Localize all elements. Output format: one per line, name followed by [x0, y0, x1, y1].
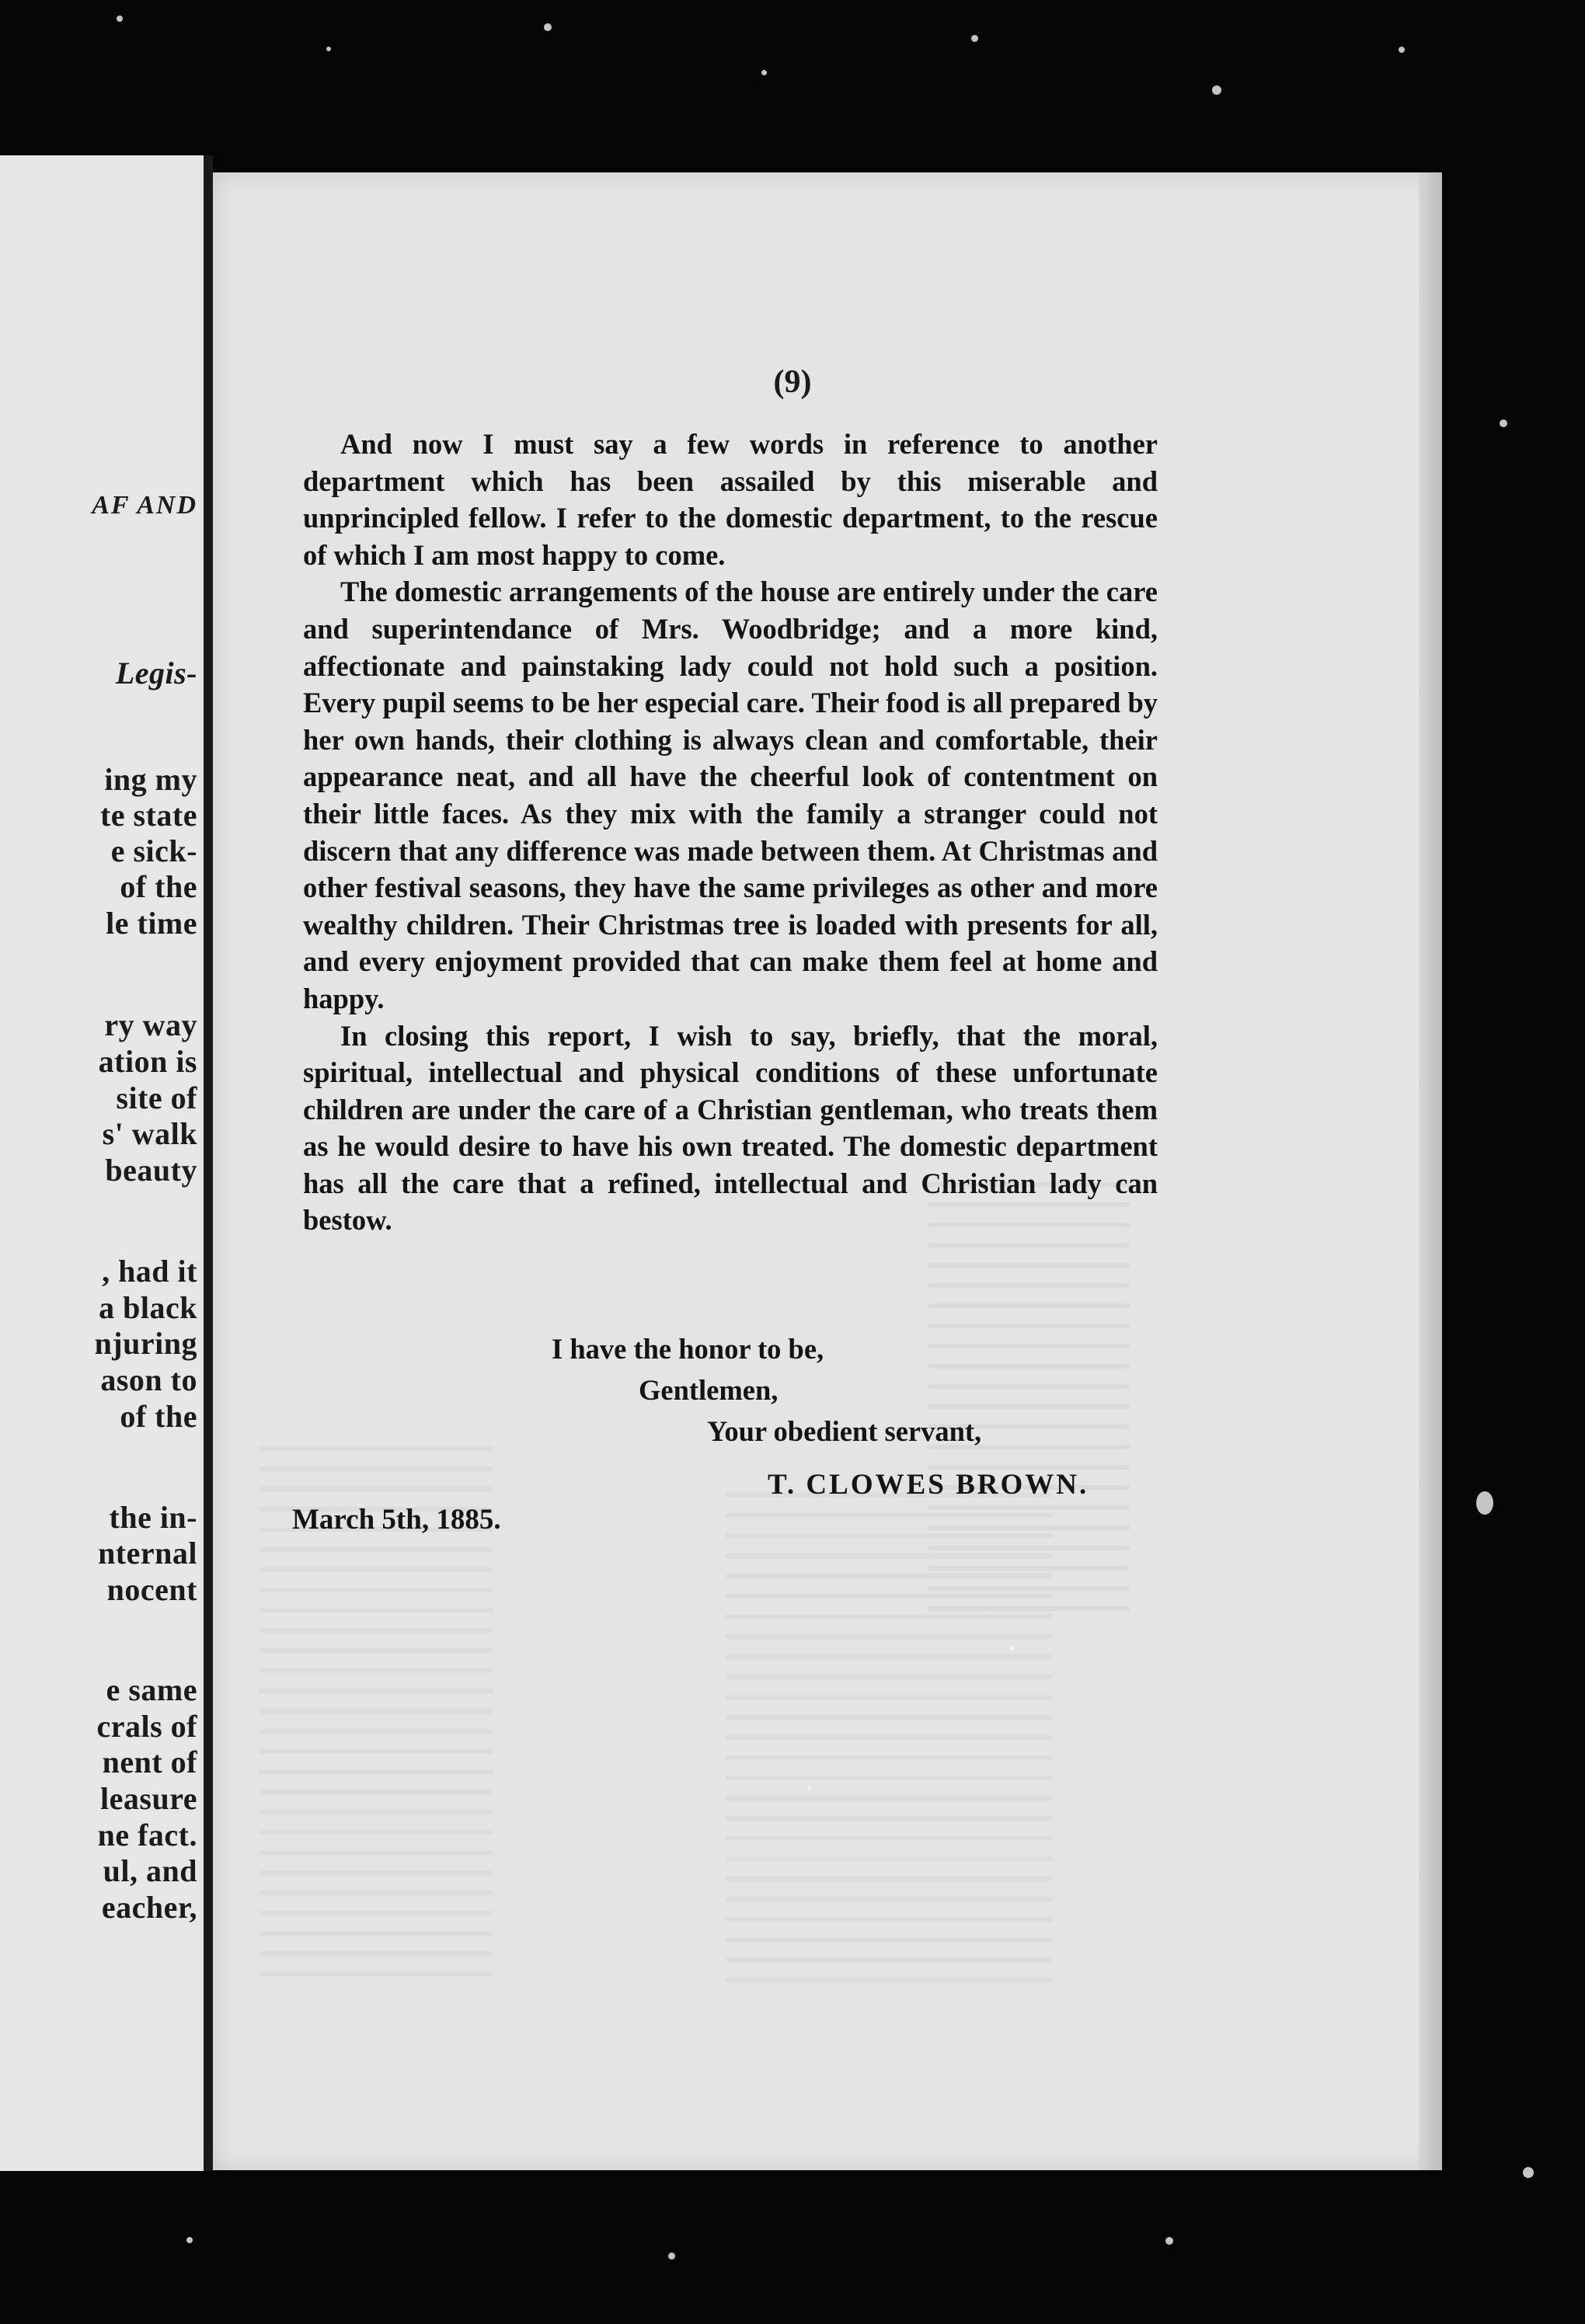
- dust-speck: [544, 23, 552, 31]
- left-line: s' walk: [102, 1116, 197, 1151]
- left-line: nternal: [98, 1536, 197, 1571]
- left-line: te state: [99, 798, 197, 833]
- dust-speck: [808, 1786, 811, 1790]
- left-page-fragment: [0, 155, 204, 2171]
- page-gutter: [204, 155, 213, 2171]
- left-line: eacher,: [101, 1890, 197, 1925]
- left-line: ul, and: [103, 1853, 197, 1888]
- dust-speck: [1476, 1491, 1493, 1515]
- paragraph: And now I must say a few words in reference to another department which has been assailed by this miserable and unprincipled fellow. I refer to the domestic department, to the rescue of which I am most happy to come.: [303, 428, 1158, 571]
- dust-speck: [761, 70, 767, 75]
- date-line: March 5th, 1885.: [292, 1504, 501, 1536]
- dust-speck: [326, 47, 331, 51]
- left-line: Legis-: [115, 656, 197, 691]
- left-line: beauty: [105, 1153, 197, 1188]
- paragraph: The domestic arrangements of the house are entirely under the care and superintendance of Mrs. Woodbridge; and a more kind, affectionate and painstaking lady could not hold such a position. Every pupil seems to be her especial care. Their food is all prepared by her own hands, their clothing is always clean and comfortable, their appearance neat, and all have the cheerful look of contentment on their little faces. As they mix with the family a stranger could not discern that any difference was made between them. At Christmas and other festival seasons, they have the same privileges as other and more wealthy children. Their Christmas tree is loaded with presents for all, and every enjoyment provided that can make them feel at home and happy.: [303, 576, 1158, 1014]
- show-through-texture: [726, 1493, 1052, 1990]
- dust-speck: [1165, 2237, 1173, 2245]
- dust-speck: [1523, 2167, 1534, 2178]
- paragraph: In closing this report, I wish to say, briefly, that the moral, spiritual, intellectual and physical conditions of these unfortunate children are under the care of a Christian gentleman, who treats them as he would desire to have his own treated. The domestic department has all the care that a refined, intellectual and Christian lady can bestow.: [303, 1019, 1158, 1237]
- left-line: ason to: [100, 1362, 197, 1397]
- dust-speck: [1500, 419, 1507, 427]
- dust-speck: [668, 2253, 675, 2260]
- left-line: , had it: [102, 1254, 197, 1289]
- dust-speck: [971, 35, 978, 42]
- page-edge: [1419, 172, 1442, 2170]
- left-line: leasure: [100, 1781, 197, 1816]
- page-number: (9): [773, 364, 812, 400]
- dust-speck: [117, 16, 123, 22]
- signature: T. CLOWES BROWN.: [768, 1469, 1089, 1501]
- left-line: ation is: [98, 1044, 197, 1079]
- left-line: e same: [106, 1672, 197, 1707]
- dust-speck: [1212, 85, 1221, 95]
- left-line: of the: [120, 869, 197, 904]
- dust-speck: [1010, 1647, 1014, 1651]
- closing-line: I have the honor to be,: [552, 1333, 824, 1365]
- left-line: nocent: [106, 1572, 197, 1607]
- left-line: AF AND: [92, 491, 197, 520]
- left-line: nent of: [102, 1745, 197, 1780]
- left-line: of the: [120, 1399, 197, 1434]
- dust-speck: [1399, 47, 1405, 53]
- left-line: le time: [106, 906, 197, 941]
- body-text: [303, 426, 1158, 1239]
- left-line: e sick-: [110, 833, 197, 868]
- left-line: the in-: [109, 1500, 197, 1535]
- left-line: ne fact.: [97, 1818, 197, 1853]
- left-line: site of: [116, 1080, 197, 1115]
- dust-speck: [186, 2237, 193, 2243]
- left-line: ing my: [104, 762, 197, 797]
- left-line: njuring: [94, 1326, 197, 1361]
- left-line: a black: [99, 1290, 197, 1325]
- left-line: crals of: [96, 1709, 197, 1744]
- closing-line: Your obedient servant,: [707, 1415, 982, 1447]
- closing-salutation: Gentlemen,: [639, 1374, 779, 1406]
- left-line: ry way: [104, 1007, 197, 1042]
